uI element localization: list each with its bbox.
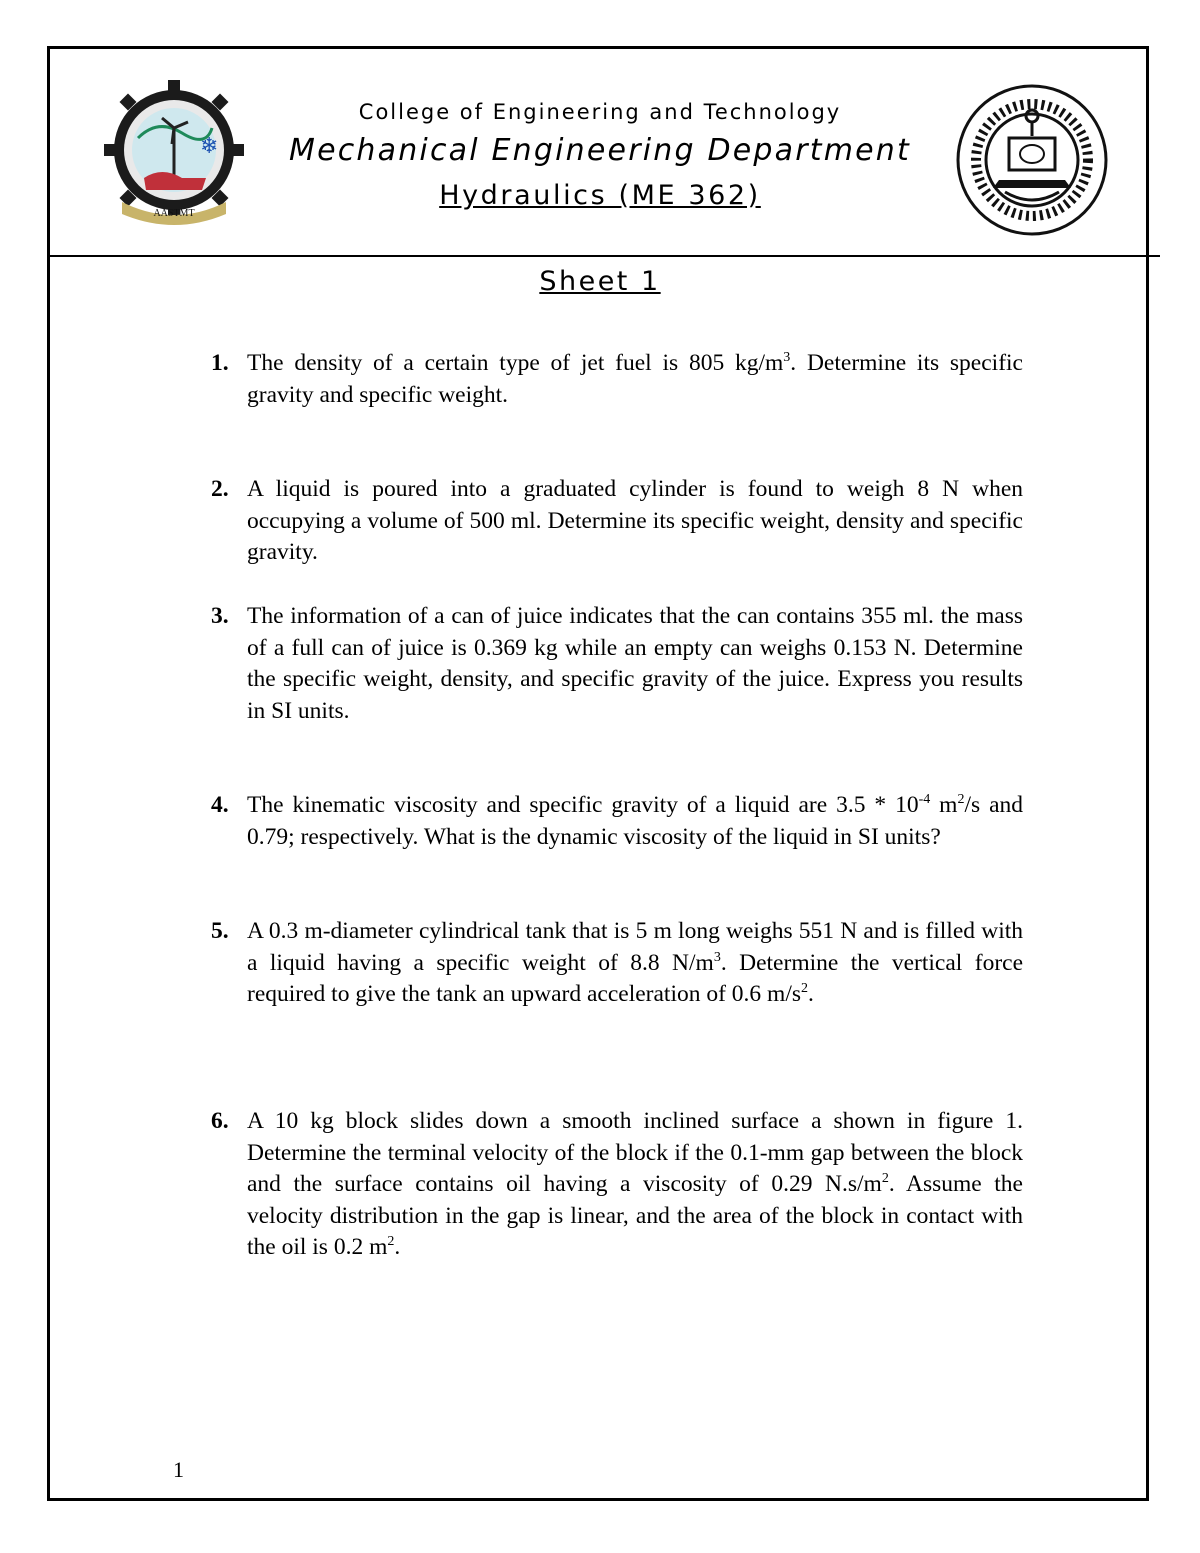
question-number: 1.	[211, 350, 229, 376]
svg-text:AASTMT: AASTMT	[153, 208, 195, 219]
sheet-title: Sheet 1	[539, 266, 661, 297]
college-name: College of Engineering and Technology	[358, 100, 842, 124]
question-4	[211, 790, 1023, 853]
question-number: 3.	[211, 603, 229, 629]
question-2	[211, 474, 1023, 569]
question-1	[211, 348, 1023, 411]
question-3	[211, 601, 1023, 727]
arab-academy-seal	[945, 80, 1120, 240]
page-border	[47, 46, 1149, 1501]
header-divider	[47, 255, 1160, 257]
question-6	[211, 1106, 1023, 1264]
svg-text:❄: ❄	[200, 134, 219, 159]
mechanical-department-logo	[102, 78, 247, 228]
question-5	[211, 916, 1023, 1011]
page-number: 1	[173, 1457, 184, 1482]
question-text: The information of a can of juice indicates that the can contains 355 ml. the mass of a full can of juice is 0.369 kg while an empty can weighs 0.153 N. Determine the specific weight, density, and specific gravity of the juice. Express you results in SI units.	[247, 603, 1023, 724]
question-text: A liquid is poured into a graduated cylinder is found to weigh 8 N when occupying a volume of 500 ml. Determine its specific weight, density and specific gravity.	[247, 476, 1023, 565]
question-text: The density of a certain type of jet fuel is 805 $kg/m^3$. Determine its specific gravity and specific weight.	[247, 350, 1023, 408]
question-number: 6.	[211, 1108, 229, 1134]
question-number: 4.	[211, 792, 229, 818]
department-name: Mechanical Engineering Department	[288, 133, 911, 168]
question-text: The kinematic viscosity and specific gravity of a liquid are $3.5 * 10^{-4}$ $m^2/s$ and 0.79; respectively. What is the dynamic viscosity of the liquid in SI units?	[247, 792, 1023, 850]
course-title: Hydraulics (ME 362)	[439, 180, 761, 211]
question-number: 2.	[211, 476, 229, 502]
question-number: 5.	[211, 918, 229, 944]
question-text: A 0.3 m-diameter cylindrical tank that is 5 m long weighs 551 N and is filled with a liquid having a specific weight of 8.8 $N/m^3$. Determine the vertical force required to give the tank an upward acceleration of 0.6 $m/s^2$.	[247, 918, 1024, 1007]
question-text: A 10 kg block slides down a smooth inclined surface a shown in figure 1. Determine the terminal velocity of the block if the 0.1-mm gap between the block and the surface contains oil having a viscosity of 0.29 $N.s/m^2$. Assume the velocity distribution in the gap is linear, and the area of the block in contact with the oil is 0.2 $m^2$.	[247, 1108, 1023, 1260]
